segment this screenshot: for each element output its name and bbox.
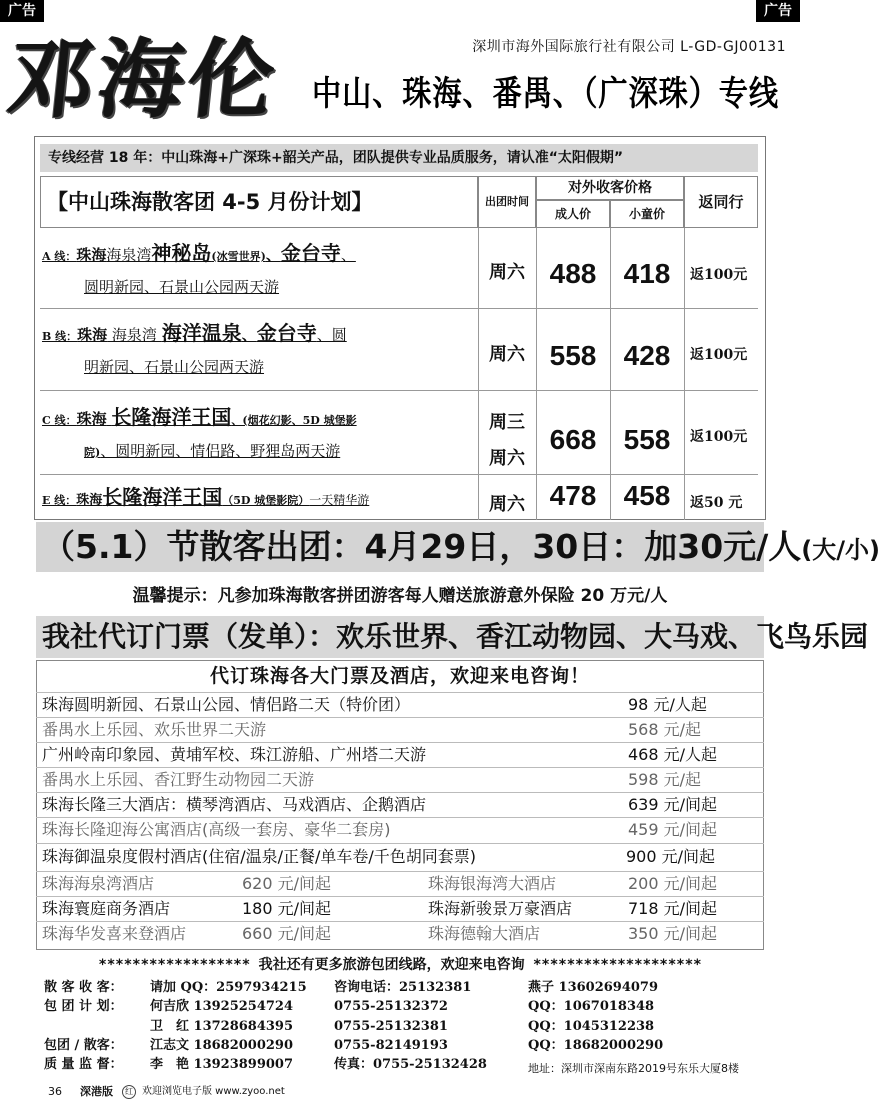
contact-info: 江志文 18682000290 [150, 1038, 294, 1053]
hotel-price: 718 元/间起 [628, 899, 718, 918]
header-price: 对外收客价格 [536, 176, 684, 200]
ticket-item: 珠海御温泉度假村酒店(住宿/温泉/正餐/单车卷/千色胡同套票) 900 元/间起 [42, 847, 716, 866]
hotel-price: 200 元/间起 [628, 874, 718, 893]
contact-info: 燕子 13602694079 [528, 980, 659, 995]
contact-info: QQ：1045312238 [528, 1019, 655, 1034]
address: 地址：深圳市深南东路2019号东乐大厦8楼 [528, 1062, 739, 1075]
page-footer [0, 1084, 800, 1100]
tickets-title: 代订珠海各大门票及酒店，欢迎来电咨询！ [209, 665, 590, 687]
ticket-item: 广州岭南印象园、黄埔军校、珠江游船、广州塔二天游 468 元/人起 [42, 745, 718, 764]
page-number: 36 [48, 1085, 62, 1098]
footer-website[interactable]: 欢迎浏览电子版 www.zyoo.net [142, 1086, 285, 1097]
ad-label-left: 广告 [0, 0, 44, 22]
contact-label: 包团 / 散客： [44, 1038, 123, 1053]
header-adult: 成人价 [536, 200, 610, 228]
contact-info: 卫 红 13728684395 [150, 1019, 294, 1034]
ticket-item: 珠海长隆迎海公寓酒店(高级一套房、豪华二套房) 459 元/间起 [42, 820, 718, 839]
route-e-rebate: 返50 元 [690, 495, 743, 511]
hotel-name: 珠海寰庭商务酒店 [42, 899, 171, 918]
row-divider [40, 308, 758, 309]
insurance-tip: 温馨提示：凡参加珠海散客拼团游客每人赠送旅游意外保险 20 万元/人 [132, 586, 668, 606]
contact-info: 咨询电话：25132381 [334, 980, 472, 995]
hotel-name: 珠海银海湾大酒店 [428, 874, 557, 893]
route-c-adult-price: 668 [549, 424, 597, 455]
holiday-banner: （5.1）节散客出团：4月29日，30日：加30元/人(大/小) [36, 522, 764, 572]
route-b: B 线：珠海 海泉湾 海洋温泉、金台寺、圆 明新园、石景山公园两天游 [42, 321, 347, 376]
route-a: A 线：珠海海泉湾神秘岛(冰雪世界)、金台寺、 圆明新园、石景山公园两天游 [42, 241, 356, 296]
more-routes-banner: ****************** 我社还有更多旅游包团线路，欢迎来电咨询 ******************** [98, 957, 702, 973]
hotel-price: 180 元/间起 [242, 899, 332, 918]
hotel-name: 珠海华发喜来登酒店 [42, 924, 187, 943]
contact-info: 何吉欣 13925254724 [150, 999, 294, 1014]
contact-info: QQ：18682000290 [528, 1038, 664, 1053]
route-b-day: 周六 [489, 344, 525, 365]
col-divider [684, 228, 685, 520]
route-a-rebate: 返100元 [690, 267, 748, 283]
edition-label: 深港版 [80, 1085, 113, 1098]
route-e-day: 周六 [489, 494, 525, 515]
route-c: C 线：珠海 长隆海洋王国、(烟花幻影、5D 城堡影 院)、圆明新园、情侣路、野狸岛两天游 [42, 405, 357, 460]
contact-label: 包 团 计 划： [44, 999, 123, 1014]
hotel-name: 珠海德翰大酒店 [428, 924, 541, 943]
ticket-item: 番禺水上乐园、香江野生动物园二天游 598 元/起 [42, 770, 702, 789]
hotel-name: 珠海新骏景万豪酒店 [428, 899, 573, 918]
row-divider [40, 390, 758, 391]
route-e-adult-price: 478 [549, 480, 597, 511]
contact-label: 散 客 收 客： [44, 980, 123, 995]
brand-title: 邓海伦 [2, 29, 284, 130]
row-divider [40, 474, 758, 475]
route-title: 中山、珠海、番禺、（广深珠）专线 [312, 74, 779, 114]
ticket-agency-banner: 我社代订门票（发单）：欢乐世界、香江动物园、大马戏、飞鸟乐园 [36, 616, 764, 658]
contact-info: 请加 QQ：2597934215 [150, 980, 307, 995]
route-b-adult-price: 558 [549, 340, 597, 371]
divider [36, 843, 764, 844]
ticket-item: 番禺水上乐园、欢乐世界二天游 568 元/起 [42, 720, 702, 739]
contact-info: 0755-25132372 [334, 999, 448, 1014]
header-child: 小童价 [610, 200, 684, 228]
route-b-child-price: 428 [623, 340, 671, 371]
header-date: 出团时间 [478, 176, 536, 228]
contact-info: 0755-25132381 [334, 1019, 448, 1034]
ticket-item: 珠海长隆三大酒店：横琴湾酒店、马戏酒店、企鹅酒店 639 元/间起 [42, 795, 718, 814]
route-a-adult-price: 488 [549, 258, 597, 289]
route-a-child-price: 418 [623, 258, 671, 289]
ticket-item: 珠海圆明新园、石景山公园、情侣路二天（特价团） 98 元/人起 [42, 695, 707, 714]
contact-info: 0755-82149193 [334, 1038, 448, 1053]
route-c-rebate: 返100元 [690, 429, 748, 445]
contact-info: 李 艳 13923899007 [150, 1057, 294, 1072]
notice-banner: 专线经营 18 年：中山珠海+广深珠+韶关产品，团队提供专业品质服务，请认准“太阳假期” [40, 144, 758, 172]
hotel-price: 350 元/间起 [628, 924, 718, 943]
hotel-price: 620 元/间起 [242, 874, 332, 893]
publisher-logo-icon: 红 [122, 1085, 136, 1099]
ad-label-right: 广告 [756, 0, 800, 22]
route-c-child-price: 558 [623, 424, 671, 455]
header-rebate: 返同行 [684, 176, 758, 228]
route-e-child-price: 458 [623, 480, 671, 511]
route-b-rebate: 返100元 [690, 347, 748, 363]
contact-label: 质 量 监 督： [44, 1057, 123, 1072]
route-c-day: 周三 [489, 412, 525, 433]
schedule-title: 【中山珠海散客团 4-5 月份计划】 [40, 176, 478, 228]
route-e: E 线：珠海长隆海洋王国（5D 城堡影院）一天精华游 [42, 485, 370, 509]
hotel-price: 660 元/间起 [242, 924, 332, 943]
contact-info: QQ：1067018348 [528, 999, 655, 1014]
route-a-day: 周六 [489, 262, 525, 283]
company-name: 深圳市海外国际旅行社有限公司 L-GD-GJ00131 [472, 39, 786, 55]
route-c-day2: 周六 [489, 448, 525, 469]
hotel-name: 珠海海泉湾酒店 [42, 874, 155, 893]
contact-info: 传真：0755-25132428 [334, 1057, 487, 1072]
